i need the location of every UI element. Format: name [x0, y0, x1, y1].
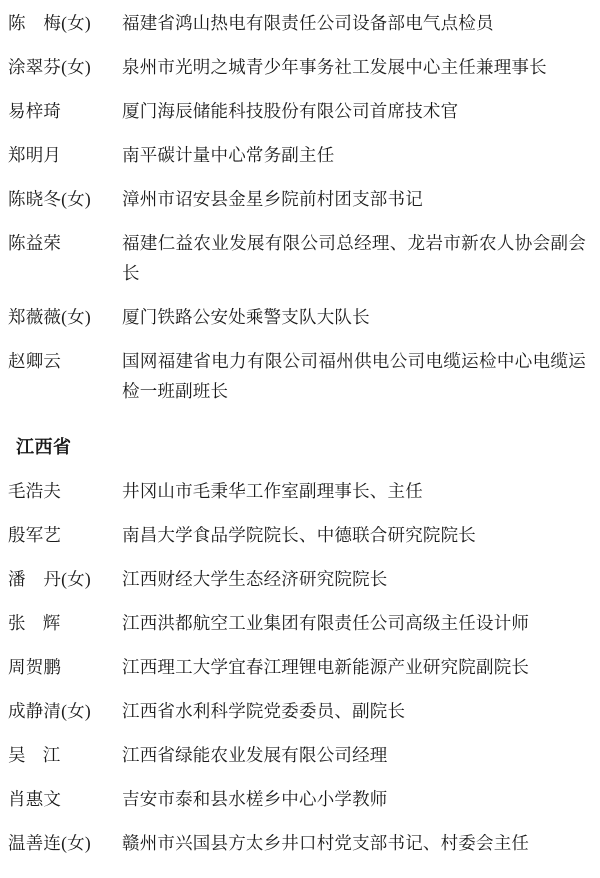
- recipient-title: 井冈山市毛秉华工作室副理事长、主任: [122, 481, 423, 501]
- recipient-title: 福建省鸿山热电有限责任公司设备部电气点检员: [122, 13, 494, 33]
- recipient-name: 涂翠芬(女): [8, 57, 91, 77]
- recipient-name: 潘 丹(女): [8, 569, 91, 589]
- list-item: [8, 476, 586, 506]
- recipient-name: 殷军艺: [8, 525, 62, 545]
- recipient-name: [8, 608, 122, 638]
- recipient-title: 吉安市泰和县水槎乡中心小学教师: [122, 789, 388, 809]
- section-heading-jiangxi: 江西省: [16, 437, 72, 457]
- recipient-name: 易梓琦: [8, 101, 62, 121]
- recipient-name: 温善连(女): [8, 833, 91, 853]
- recipient-name: 肖惠文: [8, 789, 62, 809]
- recipient-title: 厦门铁路公安处乘警支队大队长: [122, 307, 370, 327]
- recipient-title: 国网福建省电力有限公司福州供电公司电缆运检中心电缆运检一班副班长: [122, 351, 586, 401]
- list-item: [8, 140, 586, 170]
- list-item: [8, 346, 586, 406]
- recipient-name: 郑明月: [8, 145, 62, 165]
- recipient-title: 江西省绿能农业发展有限公司经理: [122, 745, 388, 765]
- recipient-name: 陈益荣: [8, 233, 62, 253]
- recipient-name: [8, 740, 122, 770]
- recipient-title: 南昌大学食品学院院长、中德联合研究院院长: [122, 525, 476, 545]
- recipient-title: 江西省水利科学院党委委员、副院长: [122, 701, 406, 721]
- recipient-name: 郑薇薇(女): [8, 307, 91, 327]
- list-item: [8, 740, 586, 770]
- recipient-title: 赣州市兴国县方太乡井口村党支部书记、村委会主任: [122, 833, 530, 853]
- recipient-name-part: 辉: [42, 613, 61, 633]
- list-item: [8, 652, 586, 682]
- recipient-title: 江西洪都航空工业集团有限责任公司高级主任设计师: [122, 613, 530, 633]
- list-item: [8, 520, 586, 550]
- list-item: [8, 302, 586, 332]
- list-item: [8, 828, 586, 858]
- award-recipient-list: [0, 8, 600, 858]
- list-item: [8, 96, 586, 126]
- list-item: [8, 696, 586, 726]
- recipient-title: 江西理工大学宜春江理锂电新能源产业研究院副院长: [122, 657, 530, 677]
- recipient-name: 陈 梅(女): [8, 13, 91, 33]
- recipient-title: 福建仁益农业发展有限公司总经理、龙岩市新农人协会副会长: [122, 233, 586, 283]
- recipient-title: 南平碳计量中心常务副主任: [122, 145, 335, 165]
- list-item: [8, 8, 586, 38]
- list-item: [8, 784, 586, 814]
- recipient-title: 漳州市诏安县金星乡院前村团支部书记: [122, 189, 423, 209]
- recipient-name: 周贺鹏: [8, 657, 62, 677]
- recipient-name-part: 吴: [8, 745, 26, 765]
- list-item: [8, 52, 586, 82]
- list-item: [8, 228, 586, 288]
- recipient-title: 厦门海辰储能科技股份有限公司首席技术官: [122, 101, 459, 121]
- list-item: [8, 184, 586, 214]
- recipient-title: 泉州市光明之城青少年事务社工发展中心主任兼理事长: [122, 57, 547, 77]
- list-item: [8, 564, 586, 594]
- recipient-name: 成静清(女): [8, 701, 91, 721]
- recipient-name: 赵卿云: [8, 351, 62, 371]
- recipient-name-part: 张: [8, 613, 26, 633]
- recipient-title: 江西财经大学生态经济研究院院长: [122, 569, 388, 589]
- list-item: [8, 608, 586, 638]
- recipient-name: 陈晓冬(女): [8, 189, 91, 209]
- recipient-name-part: 江: [42, 745, 61, 765]
- recipient-name: 毛浩夫: [8, 481, 62, 501]
- page-top-spacer: [0, 0, 600, 8]
